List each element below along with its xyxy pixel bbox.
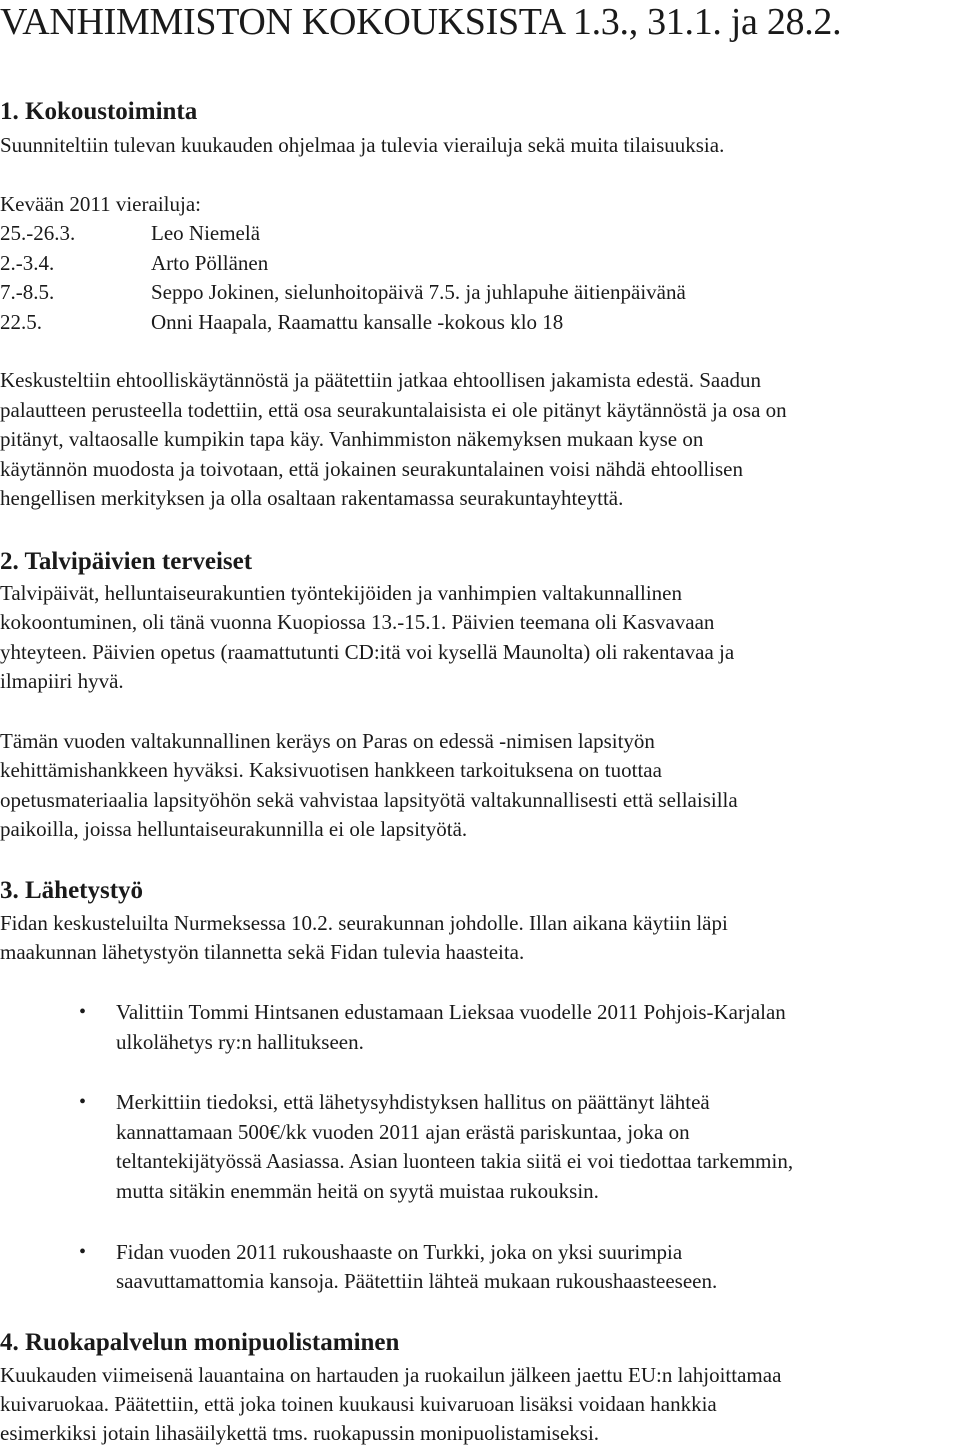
paragraph-line: käytännön muodosta ja toivotaan, että jokainen seurakuntalainen voisi nähdä ehtoollisen (0, 457, 743, 481)
bullet-line: saavuttamattomia kansoja. Päätettiin lähteä mukaan rukoushaasteeseen. (116, 1269, 718, 1293)
bullet-line: Fidan vuoden 2011 rukoushaaste on Turkki, joka on yksi suurimpia (116, 1240, 683, 1264)
document-title: VANHIMMISTON KOKOUKSISTA 1.3., 31.1. ja 28.2. (0, 1, 842, 43)
section-1-heading: 1. Kokoustoiminta (0, 98, 198, 125)
visit-date: 2.-3.4. (0, 251, 55, 275)
paragraph-line: opetusmateriaalia lapsityöhön sekä vahvistaa lapsityötä valtakunnallisesti että sellaisilla (0, 788, 738, 812)
visit-date: 7.-8.5. (0, 280, 55, 304)
visit-name: Seppo Jokinen, sielunhoitopäivä 7.5. ja juhlapuhe äitienpäivänä (151, 280, 686, 304)
paragraph-line: paikoilla, joissa helluntaiseurakunnilla ei ole lapsityötä. (0, 817, 468, 841)
paragraph-line: maakunnan lähetystyön tilannetta sekä Fidan tulevia haasteita. (0, 940, 525, 964)
section-3-heading: 3. Lähetystyö (0, 877, 144, 904)
paragraph-line: Fidan keskusteluilta Nurmeksessa 10.2. seurakunnan johdolle. Illan aikana käytiin läpi (0, 911, 728, 935)
paragraph-line: yhteyteen. Päivien opetus (raamattutunti CD:itä voi kysellä Maunolta) oli rakentavaa ja (0, 640, 735, 664)
bullet-marker: • (79, 1241, 87, 1263)
paragraph-line: Talvipäivät, helluntaiseurakuntien työntekijöiden ja vanhimpien valtakunnallinen (0, 581, 683, 605)
paragraph-line: esimerkiksi jotain lihasäilykettä tms. ruokapussin monipuolistamiseksi. (0, 1421, 600, 1445)
section-4-heading: 4. Ruokapalvelun monipuolistaminen (0, 1329, 400, 1356)
bullet-line: mutta sitäkin enemmän heitä on syytä muistaa rukouksin. (116, 1179, 599, 1203)
paragraph-line: Tämän vuoden valtakunnallinen keräys on Paras on edessä -nimisen lapsityön (0, 729, 655, 753)
visit-name: Leo Niemelä (151, 221, 261, 245)
bullet-line: kannattamaan 500€/kk vuoden 2011 ajan erästä pariskuntaa, joka on (116, 1120, 690, 1144)
paragraph-line: Kuukauden viimeisenä lauantaina on hartauden ja ruokailun jälkeen jaettu EU:n lahjoittamaa (0, 1363, 782, 1387)
bullet-line: Merkittiin tiedoksi, että lähetysyhdistyksen hallitus on päättänyt lähteä (116, 1090, 710, 1114)
visit-name: Arto Pöllänen (151, 251, 269, 275)
bullet-marker: • (79, 1001, 87, 1023)
paragraph-line: Keskusteltiin ehtoolliskäytännöstä ja päätettiin jatkaa ehtoollisen jakamista edestä. Saadun (0, 368, 762, 392)
visit-name: Onni Haapala, Raamattu kansalle -kokous klo 18 (151, 310, 564, 334)
visit-date: 22.5. (0, 310, 42, 334)
bullet-line: ulkolähetys ry:n hallitukseen. (116, 1030, 364, 1054)
paragraph-line: hengellisen merkityksen ja olla osaltaan rakentamassa seurakuntayhteyttä. (0, 486, 624, 510)
bullet-line: teltantekijätyössä Aasiassa. Asian luonteen takia siitä ei voi tiedottaa tarkemmin, (116, 1149, 794, 1173)
paragraph-line: kuivaruokaa. Päätettiin, että joka toinen kuukausi kuivaruoan lisäksi voidaan hankkia (0, 1392, 717, 1416)
visits-label: Kevään 2011 vierailuja: (0, 192, 201, 216)
bullet-marker: • (79, 1091, 87, 1113)
paragraph-line: kokoontuminen, oli tänä vuonna Kuopiossa 13.-15.1. Päivien teemana oli Kasvavaan (0, 610, 715, 634)
section-1-intro: Suunniteltiin tulevan kuukauden ohjelmaa ja tulevia vierailuja sekä muita tilaisuuksia. (0, 133, 725, 157)
section-2-heading: 2. Talvipäivien terveiset (0, 548, 253, 575)
paragraph-line: ilmapiiri hyvä. (0, 669, 124, 693)
paragraph-line: palautteen perusteella todettiin, että osa seurakuntalaisista ei ole pitänyt käytännöstä ja osa on (0, 398, 787, 422)
paragraph-line: kehittämishankkeen hyväksi. Kaksivuotisen hankkeen tarkoituksena on tuottaa (0, 758, 662, 782)
bullet-line: Valittiin Tommi Hintsanen edustamaan Lieksaa vuodelle 2011 Pohjois-Karjalan (116, 1000, 786, 1024)
paragraph-line: pitänyt, valtaosalle kumpikin tapa käy. Vanhimmiston näkemyksen mukaan kyse on (0, 427, 704, 451)
visit-date: 25.-26.3. (0, 221, 76, 245)
